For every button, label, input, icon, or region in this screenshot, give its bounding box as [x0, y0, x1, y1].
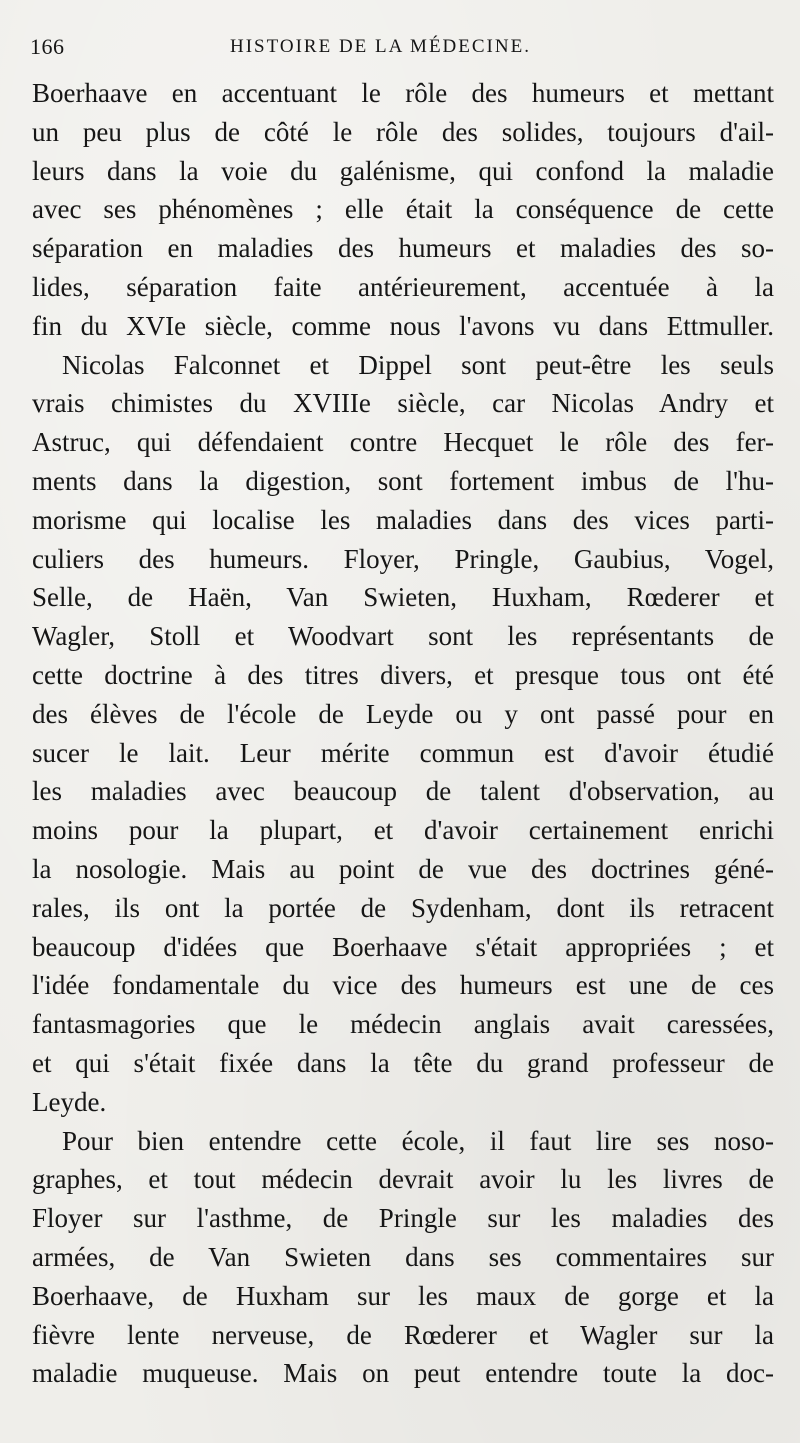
- text-line: vrais chimistes du XVIIIe siècle, car Nicolas Andry et: [32, 388, 774, 419]
- text-line: Boerhaave, de Huxham sur les maux de gorge et la: [32, 1280, 774, 1311]
- running-head: [30, 34, 770, 64]
- text-line: Pour bien entendre cette école, il faut lire ses noso-: [62, 1125, 774, 1156]
- text-line: la nosologie. Mais au point de vue des doctrines géné-: [32, 853, 774, 884]
- text-line: leurs dans la voie du galénisme, qui confond la maladie: [32, 155, 774, 186]
- text-line: sucer le lait. Leur mérite commun est d'avoir étudié: [32, 737, 774, 768]
- text-line: armées, de Van Swieten dans ses commentaires sur: [32, 1241, 774, 1272]
- text-line: beaucoup d'idées que Boerhaave s'était appropriées ; et: [32, 931, 774, 962]
- text-line: avec ses phénomènes ; elle était la conséquence de cette: [32, 194, 774, 225]
- text-line: et qui s'était fixée dans la tête du grand professeur de: [32, 1047, 774, 1078]
- text-line: rales, ils ont la portée de Sydenham, dont ils retracent: [32, 892, 774, 923]
- running-title: HISTOIRE DE LA MÉDECINE.: [230, 36, 531, 57]
- text-line: maladie muqueuse. Mais on peut entendre toute la doc-: [32, 1358, 774, 1389]
- text-line: Leyde.: [32, 1086, 107, 1117]
- text-line: séparation en maladies des humeurs et maladies des so-: [32, 233, 774, 264]
- body-text: [32, 74, 774, 1393]
- text-line: fièvre lente nerveuse, de Rœderer et Wagler sur la: [32, 1319, 774, 1350]
- text-line: cette doctrine à des titres divers, et presque tous ont été: [32, 659, 774, 690]
- text-line: les maladies avec beaucoup de talent d'observation, au: [32, 776, 774, 807]
- text-line: des élèves de l'école de Leyde ou y ont passé pour en: [32, 698, 774, 729]
- text-line: fin du XVIe siècle, comme nous l'avons vu dans Ettmuller.: [32, 310, 774, 341]
- text-line: lides, séparation faite antérieurement, accentuée à la: [32, 271, 774, 302]
- text-line: Boerhaave en accentuant le rôle des humeurs et mettant: [32, 78, 774, 108]
- text-line: Selle, de Haën, Van Swieten, Huxham, Rœderer et: [32, 582, 774, 613]
- text-line: graphes, et tout médecin devrait avoir lu les livres de: [32, 1164, 774, 1195]
- text-line: Nicolas Falconnet et Dippel sont peut-être les seuls: [62, 349, 774, 380]
- text-line: culiers des humeurs. Floyer, Pringle, Gaubius, Vogel,: [32, 543, 774, 574]
- text-line: moins pour la plupart, et d'avoir certainement enrichi: [32, 815, 774, 846]
- text-line: fantasmagories que le médecin anglais avait caressées,: [32, 1009, 774, 1040]
- text-line: morisme qui localise les maladies dans des vices parti-: [32, 504, 774, 535]
- text-line: Wagler, Stoll et Woodvart sont les représentants de: [32, 621, 774, 652]
- text-line: ments dans la digestion, sont fortement imbus de l'hu-: [32, 465, 774, 496]
- text-line: un peu plus de côté le rôle des solides, toujours d'ail-: [32, 116, 774, 147]
- text-line: Floyer sur l'asthme, de Pringle sur les maladies des: [32, 1203, 774, 1234]
- text-line: l'idée fondamentale du vice des humeurs est une de ces: [32, 970, 774, 1001]
- page-number: 166: [30, 34, 65, 59]
- text-line: Astruc, qui défendaient contre Hecquet le rôle des fer-: [32, 427, 774, 458]
